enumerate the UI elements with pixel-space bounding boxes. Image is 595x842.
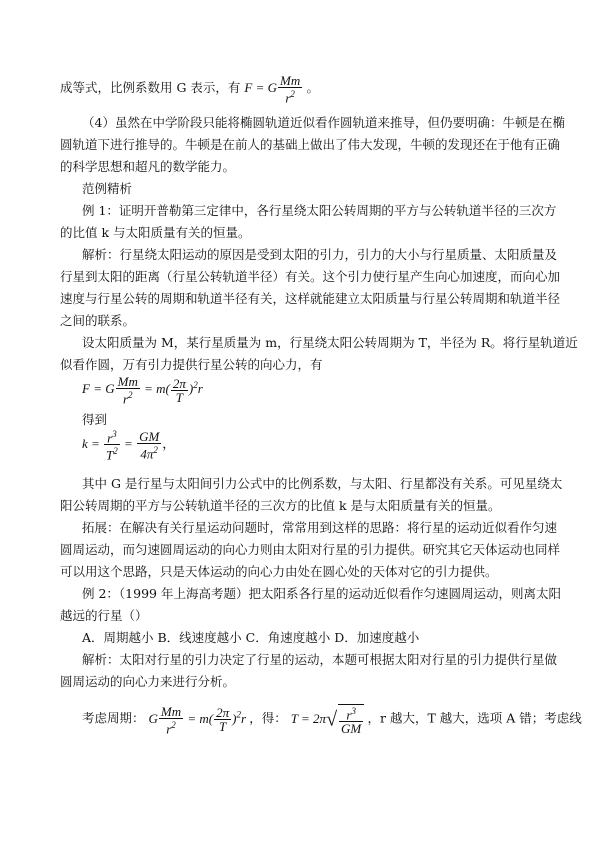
text-line: 似看作圆，万有引力提供行星公转的向心力，有 bbox=[60, 357, 323, 372]
text-span: 。 bbox=[306, 80, 320, 96]
text-line: 解析：太阳对行星的引力决定了行星的运动，本题可根据太阳对行星的引力提供行星做 bbox=[82, 652, 558, 667]
section-heading: 范例精析 bbox=[82, 181, 133, 196]
text-line bbox=[82, 704, 582, 735]
text-line: 例 2：（1999 年上海高考题）把太阳系各行星的运动近似看作匀速圆周运动，则离太阳 bbox=[82, 586, 561, 601]
formula-gravity: F = G $\frac{Mm}{r^2}$ bbox=[244, 73, 301, 106]
options-line: A．周期越小 B．线速度越小 C．角速度越小 D．加速度越小 bbox=[82, 630, 420, 645]
text-line: 解析：行星绕太阳运动的原因是受到太阳的引力，引力的大小与行星质量、太阳质量及 bbox=[82, 247, 558, 262]
text-span: ，得： bbox=[249, 710, 287, 726]
text-line: 圆轨道下进行推导的。牛顿是在前人的基础上做出了伟大发现，牛顿的发现还在于他有正确 bbox=[60, 137, 561, 152]
text-span: ，r 越大，T 越大，选项 A 错；考虑线 bbox=[367, 710, 582, 726]
text-line: 行星到太阳的距离（行星公转轨道半径）有关。这个引力使行星产生向心加速度，而向心加 bbox=[60, 269, 561, 284]
text-line: 圆周运动的向心力来进行分析。 bbox=[60, 674, 236, 689]
text-span: 成等式，比例系数用 G 表示，有 bbox=[60, 80, 241, 96]
text-line: 设太阳质量为 M，某行星质量为 m，行星绕太阳公转周期为 T，半径为 R。将行星轨道近 bbox=[82, 335, 578, 350]
formula-period-eq: G $\frac{Mm}{r^2}$ = m( $\frac{2\pi}{T}$ )$^2$r bbox=[148, 703, 250, 736]
text-line: 其中 G 是行星与太阳间引力公式中的比例系数，与太阳、行星都没有关系。可见星绕太 bbox=[82, 476, 563, 491]
text-line: 例 1：证明开普勒第三定律中，各行星绕太阳公转周期的平方与公转轨道半径的三次方 bbox=[82, 203, 557, 218]
text-line: 得到 bbox=[82, 412, 108, 427]
text-line: 可以用这个思路，只是天体运动的向心力由处在圆心处的天体对它的引力提供。 bbox=[60, 564, 498, 579]
formula-period-result: T = 2π√ $\frac{r^3}{GM}$ bbox=[291, 711, 368, 726]
text-span: 考虑周期： bbox=[82, 710, 145, 726]
text-line bbox=[60, 74, 319, 104]
text-line: 拓展：在解决有关行星运动问题时，常常用到这样的思路：将行星的运动近似看作匀速 bbox=[82, 520, 558, 535]
text-line: 速度与行星公转的周期和轨道半径有关，这样就能建立太阳质量与行星公转周期和轨道半径 bbox=[60, 291, 561, 306]
text-line: 之间的联系。 bbox=[60, 313, 136, 328]
formula-centripetal: F = G $\frac{Mm}{r^2}$ = m( $\frac{2\pi}{T}$ )$^2$r bbox=[82, 374, 203, 407]
text-line: 越远的行星（） bbox=[60, 608, 148, 623]
formula-k: k = $\frac{r^3}{T^2}$ = $\frac{GM}{4\pi^2}$ ， bbox=[82, 428, 176, 463]
text-line: 的科学思想和超凡的数学能力。 bbox=[60, 159, 236, 174]
text-line: （4）虽然在中学阶段只能将椭圆轨道近似看作圆轨道来推导，但仍要明确：牛顿是在椭 bbox=[82, 115, 565, 130]
text-line: 的比值 k 与太阳质量有关的恒量。 bbox=[60, 225, 251, 240]
text-line: 圆周运动，而匀速圆周运动的向心力则由太阳对行星的引力提供。研究其它天体运动也同样 bbox=[60, 542, 561, 557]
text-line: 阳公转周期的平方与公转轨道半径的三次方的比值 k 是与太阳质量有关的恒量。 bbox=[60, 498, 501, 513]
